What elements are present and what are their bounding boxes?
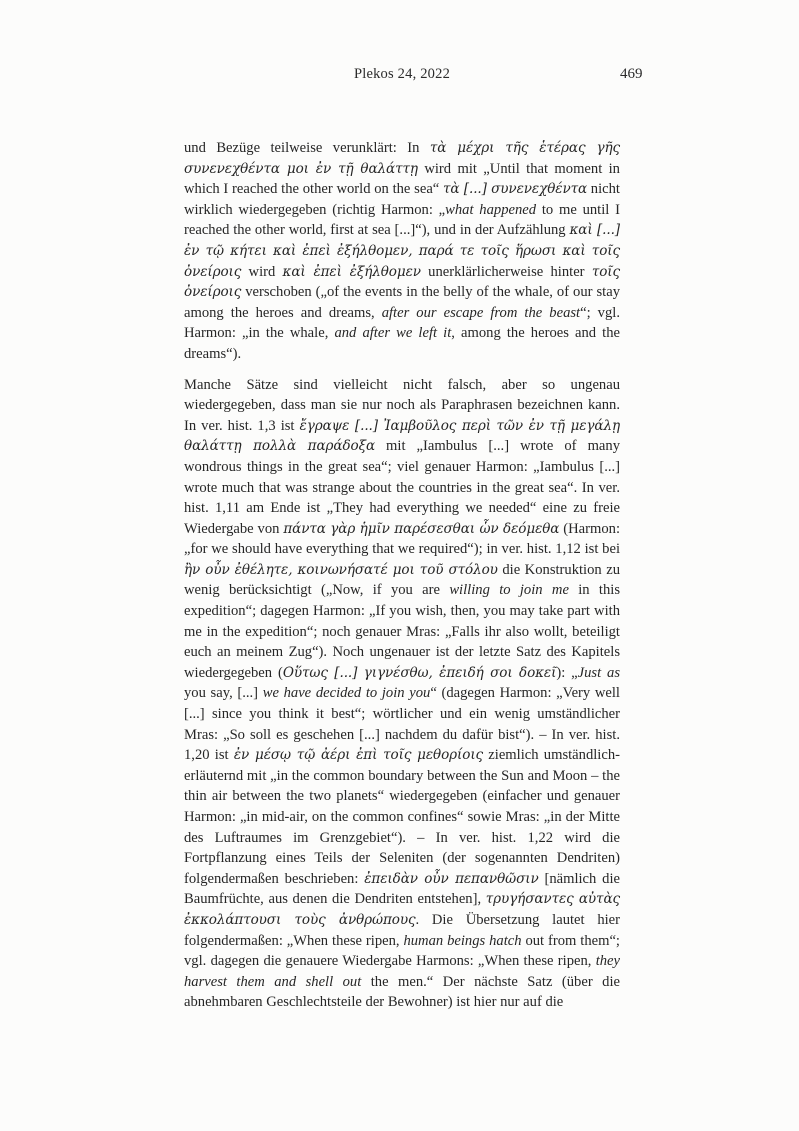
text-run: we have decided to join you — [262, 685, 431, 702]
text-run: , among the heroes and the dreams“). — [184, 325, 621, 362]
paragraph — [184, 375, 620, 1013]
text-run: wird — [241, 263, 283, 280]
text-run: die Konstruktion zu wenig berücksichtigt („Now, if you are — [184, 561, 620, 599]
text-run: Οὕτως [...] γιγνέσθω, ἐπειδή σοι δοκεῖ — [282, 664, 557, 681]
text-run: what happened — [445, 201, 537, 218]
text-run: ἐπειδὰν οὖν πεπανθῶσιν — [364, 870, 539, 887]
text-run: human beings hatch — [403, 932, 522, 949]
text-run: after our escape from the beast — [381, 304, 581, 321]
text-run: out from them“; vgl. dagegen die genauere Wiedergabe Harmons: „When these ripen, — [184, 932, 620, 970]
text-run: they harvest them and shell out — [184, 953, 620, 990]
text-run: τὰ [...] συνενεχθέντα — [443, 181, 588, 198]
text-run: πάντα γὰρ ἡμῖν παρέσεσθαι ὧν δεόμεθα — [283, 520, 560, 537]
text-run: willing to join me — [449, 582, 569, 599]
running-header — [184, 66, 643, 88]
text-run: you say, [...] — [184, 685, 263, 702]
text-run: wird mit „Until that moment in which I reached the other world on the sea“ — [184, 160, 620, 198]
text-run: Just as — [577, 664, 621, 681]
paragraph — [184, 138, 620, 365]
text-run: τοῖς ὀνείροις — [184, 263, 620, 301]
text-run: ἔγραψε [...] Ἰαμβοῦλος περὶ τῶν ἐν τῇ μεγάλῃ θαλάττῃ πολλὰ παράδοξα — [184, 417, 621, 455]
text-run: καὶ ἐπεὶ ἐξήλθομεν — [282, 263, 421, 280]
text-run: and after we left it — [334, 325, 452, 342]
text-run: . Die Übersetzung lautet hier folgendermaßen: „When these ripen, — [184, 911, 621, 949]
text-run: ἢν οὖν ἐθέλητε, κοινωνήσατέ μοι τοῦ στόλου — [184, 561, 498, 578]
text-run: τὰ μέχρι τῆς ἑτέρας γῆς συνενεχθέντα μοι ἐν τῇ θαλάττῃ — [184, 140, 621, 177]
text-run: in this expedition“; dagegen Harmon: „If you wish, then, you may take part with me in the expedition“; noch genauer Mras: „Falls ihr also wollt, beteiligt euch an meinem Zug“). Noch ungenauer ist der letzte Satz des Kapitels wiedergegeben ( — [184, 582, 621, 681]
text-run: und Bezüge teilweise verunklärt: In — [184, 140, 430, 156]
text-run: verschoben („of the events in the belly of the whale, of our stay among the heroes and dreams, — [184, 284, 620, 321]
text-run: Manche Sätze sind vielleicht nicht falsch, aber so ungenau wiedergegeben, dass man sie nur noch als Paraphrasen bezeichnen kann. In ver. hist. 1,3 ist — [184, 376, 620, 434]
text-run: ): „ — [556, 664, 578, 681]
text-run: “ (dagegen Harmon: „Very well [...] since you think it best“; wörtlicher und ein wenig umständlicher Mras: „So soll es geschehen [...] nachdem du dafür bist“). – In ver. hist. 1,20 ist — [184, 685, 620, 764]
text-run: (Harmon: „for we should have everything that we required“); in ver. hist. 1,12 ist bei — [184, 520, 621, 558]
text-run: to me until I reached the other world, first at sea [...]“), und in der Aufzählung — [184, 201, 620, 239]
text-run: mit „Iambulus [...] wrote of many wondrous things in the great sea“; viel genauer Harmon: „Iambulus [...] wrote much that was strange about the countries in the great sea“. In ver. hist. 1,11 am Ende ist „They had everything we needed“ eine zu freie Wiedergabe von — [184, 438, 620, 537]
journal-title: Plekos 24, 2022 — [353, 66, 451, 82]
text-run: καὶ [...] ἐν τῷ κήτει καὶ ἐπεὶ ἐξήλθομεν, παρά τε τοῖς ἥρωσι καὶ τοῖς ὀνείροις — [184, 222, 620, 280]
text-run: unerklärlicherweise hinter — [420, 263, 592, 280]
text-run: ziemlich umständlich-erläuternd mit „in the common boundary between the Sun and Moon – the thin air between the two planets“ wiedergegeben (einfacher und genauer Harmon: „in mid-air, on the common confines“ sowie Mras: „in der Mitte des Luftraumes im Grenzgebiet“). – In ver. hist. 1,22 wird die Fortpflanzung eines Teils der Seleniten (der sogenannten Dendriten) folgendermaßen beschrieben: — [184, 747, 620, 887]
text-run: the men.“ Der nächste Satz (über die abnehmbaren Geschlechtsteile der Bewohner) ist hier nur auf die — [184, 973, 620, 1011]
text-run: τρυγήσαντες αὐτὰς ἐκκολάπτουσι τοὺς ἀνθρώπους — [184, 891, 620, 928]
text-run: ἐν μέσῳ τῷ ἀέρι ἐπὶ τοῖς μεθορίοις — [233, 747, 484, 764]
text-run: “; vgl. Harmon: „in the whale, — [184, 304, 620, 342]
text-run: [nämlich die Baumfrüchte, aus denen die Dendriten entstehen], — [184, 870, 621, 908]
text-run: nicht wirklich wiedergegeben (richtig Harmon: „ — [184, 181, 620, 218]
page-number: 469 — [620, 66, 643, 82]
article-body — [184, 138, 620, 1013]
